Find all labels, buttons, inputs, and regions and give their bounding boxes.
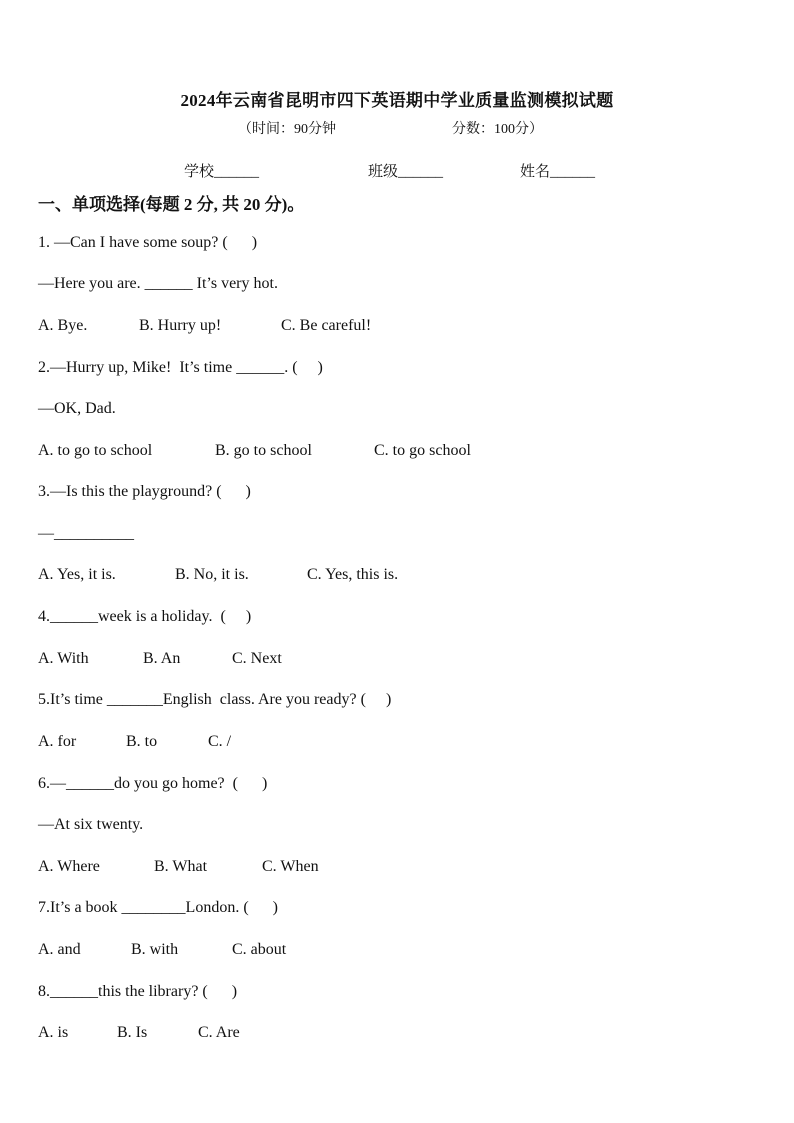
option-a[interactable]: A. Bye. xyxy=(38,317,88,334)
question-4-stem: 4.______week is a holiday. ( ) xyxy=(38,608,252,625)
exam-score: 分数：100分） xyxy=(452,122,543,137)
question-3-reply: —__________ xyxy=(38,525,134,542)
question-7-stem: 7.It’s a book ________London. ( ) xyxy=(38,899,278,916)
question-5-stem: 5.It’s time _______English class. Are you ready? ( ) xyxy=(38,691,392,708)
option-c[interactable]: C. Be careful! xyxy=(281,317,372,334)
exam-title: 2024年云南省昆明市四下英语期中学业质量监测模拟试题 xyxy=(180,91,614,110)
name-field[interactable]: 姓名______ xyxy=(520,164,596,180)
option-a[interactable]: A. to go to school xyxy=(38,442,153,459)
question-1-stem: 1. —Can I have some soup? ( ) xyxy=(38,234,258,251)
question-1-reply: —Here you are. ______ It’s very hot. xyxy=(38,275,278,292)
question-2-stem: 2.—Hurry up, Mike! It’s time ______. ( ) xyxy=(38,359,323,376)
question-3-stem: 3.—Is this the playground? ( ) xyxy=(38,483,251,500)
option-b[interactable]: B. An xyxy=(143,650,181,667)
question-8-stem: 8.______this the library? ( ) xyxy=(38,983,238,1000)
option-c[interactable]: C. about xyxy=(232,941,287,958)
class-field[interactable]: 班级______ xyxy=(368,164,444,180)
exam-time: （时间：90分钟 xyxy=(238,122,336,137)
option-c[interactable]: C. to go school xyxy=(374,442,471,459)
option-b[interactable]: B. Hurry up! xyxy=(139,317,222,334)
option-a[interactable]: A. for xyxy=(38,733,77,750)
question-8-options xyxy=(38,1024,240,1096)
option-a[interactable]: A. Where xyxy=(38,858,100,875)
option-a[interactable]: A. and xyxy=(38,941,81,958)
school-field[interactable]: 学校______ xyxy=(184,164,260,180)
option-c[interactable]: C. When xyxy=(262,858,319,875)
option-b[interactable]: B. with xyxy=(131,941,179,958)
option-b[interactable]: B. go to school xyxy=(215,442,312,459)
option-c[interactable]: C. Are xyxy=(198,1024,240,1041)
section-heading: 一、单项选择(每题 2 分, 共 20 分)。 xyxy=(38,195,305,214)
option-b[interactable]: B. to xyxy=(126,733,158,750)
option-a[interactable]: A. Yes, it is. xyxy=(38,566,116,583)
option-c[interactable]: C. / xyxy=(208,733,232,750)
question-6-reply: —At six twenty. xyxy=(38,816,144,833)
question-2-reply: —OK, Dad. xyxy=(38,400,116,417)
option-a[interactable]: A. is xyxy=(38,1024,69,1041)
option-b[interactable]: B. No, it is. xyxy=(175,566,249,583)
option-b[interactable]: B. What xyxy=(154,858,208,875)
option-b[interactable]: B. Is xyxy=(117,1024,148,1041)
question-6-stem: 6.—______do you go home? ( ) xyxy=(38,775,268,792)
option-a[interactable]: A. With xyxy=(38,650,89,667)
option-c[interactable]: C. Yes, this is. xyxy=(307,566,399,583)
option-c[interactable]: C. Next xyxy=(232,650,282,667)
